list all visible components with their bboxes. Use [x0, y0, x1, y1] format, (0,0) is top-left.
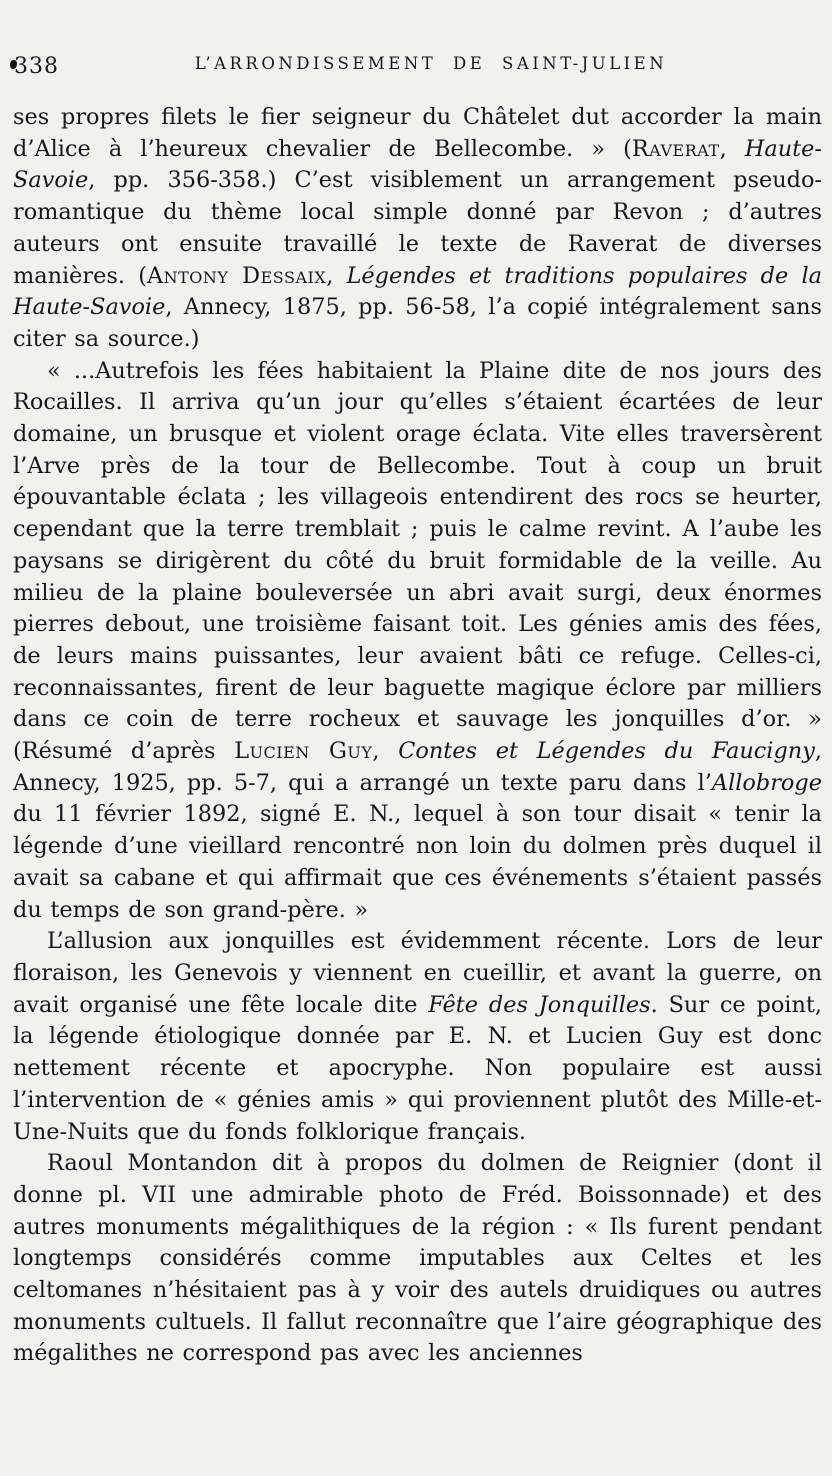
text-segment: , Annecy, 1875, pp. 56-58, l’a copié intégralement sans citer sa source.) — [13, 294, 822, 352]
page-number: 338 — [14, 54, 59, 79]
text-segment: , — [719, 135, 745, 162]
paragraph — [13, 102, 822, 356]
running-header: L’ARRONDISSEMENT DE SAINT-JULIEN — [194, 54, 668, 73]
text-segment-smallcaps: Lucien Guy — [234, 738, 373, 765]
text-segment: du 11 février 1892, signé E. N., lequel à son tour disait « tenir la légende d’une vieillard rencontré non loin du dolmen près duquel il avait sa cabane et qui affirmait que ces événements s’étaient passés du temps de son grand-père. » — [13, 801, 822, 923]
text-segment: , Annecy, 1925, pp. 5-7, qui a arrangé un texte paru dans l’ — [13, 738, 822, 796]
text-segment: , — [326, 262, 347, 289]
text-segment-italic: Contes et Légendes du Faucigny — [398, 738, 815, 765]
page-header — [0, 54, 832, 82]
paragraph — [13, 926, 822, 1148]
text-segment-smallcaps: Raverat — [631, 135, 720, 162]
text-segment-italic: Allobroge — [711, 769, 822, 796]
text-segment: . Sur ce point, la légende étiologique donnée par E. N. et Lucien Guy est donc nettement récente et apocryphe. Non populaire est aussi l’intervention de « génies amis » qui proviennent plutôt des Mille-et-Une-Nuits que du fonds folklorique français. — [13, 991, 823, 1145]
text-block — [13, 102, 822, 1370]
text-segment-smallcaps: Antony Dessaix — [146, 262, 327, 289]
paragraph — [13, 356, 822, 927]
text-segment-italic: Haute-Savoie — [13, 135, 822, 194]
text-segment: , pp. 356-358.) C’est visiblement un arrangement pseudo-romantique du thème local simple donné par Revon ; d’autres auteurs ont ensuite travaillé le texte de Raverat de diverses manières. ( — [13, 167, 822, 289]
text-segment-italic: Légendes et traditions populaires de la Haute-Savoie — [13, 262, 822, 321]
text-segment: ses propres filets le fier seigneur du Châtelet dut accorder la main d’Alice à l’heureux chevalier de Bellecombe. » ( — [13, 104, 822, 162]
text-segment-italic: Fête des Jonquilles — [428, 991, 651, 1018]
text-segment: Raoul Montandon dit à propos du dolmen de Reignier (dont il donne pl. VII une admirable photo de Fréd. Boissonnade) et des autres monuments mégalithiques de la région : « Ils furent pendant longtemps considérés comme imputables aux Celtes et les celtomanes n’hésitaient pas à y voir des autels druidiques ou autres monuments cultuels. Il fallut reconnaître que l’aire géographique des mégalithes ne correspond pas avec les anciennes — [13, 1150, 822, 1367]
book-page — [0, 54, 832, 1476]
text-segment: , — [372, 738, 399, 765]
text-segment: « ...Autrefois les fées habitaient la Plaine dite de nos jours des Rocailles. Il arriva qu’un jour qu’elles s’étaient écartées de leur domaine, un brusque et violent orage éclata. Vite elles traversèrent l’Arve près de la tour de Bellecombe. Tout à coup un bruit épouvantable éclata ; les villageois entendirent des rocs se heurter, cependant que la terre tremblait ; puis le calme revint. A l’aube les paysans se dirigèrent du côté du bruit formidable de la veille. Au milieu de la plaine bouleversée un abri avait surgi, deux énormes pierres debout, une troisième faisant toit. Les génies amis des fées, de leurs mains puissantes, leur avaient bâti ce refuge. Celles-ci, reconnaissantes, firent de leur baguette magique éclore par milliers dans ce coin de terre rocheux et sauvage les jonquilles d’or. » (Résumé d’après — [13, 357, 822, 765]
text-segment: L’allusion aux jonquilles est évidemment récente. Lors de leur floraison, les Genevois y viennent en cueillir, et avant la guerre, on avait organisé une fête locale dite — [13, 928, 822, 1018]
paragraph — [13, 1148, 822, 1370]
